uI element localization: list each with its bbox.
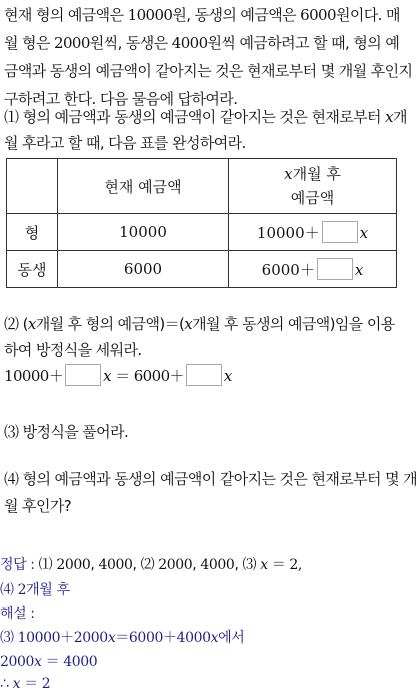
expression-text: 6000＋ — [261, 261, 315, 279]
answer-sep: , — [90, 557, 99, 573]
header-after-text: 예금액 — [290, 189, 335, 207]
explanation-text: ＝ 2 — [20, 676, 51, 692]
explanation-line-2 — [0, 650, 396, 674]
header-after-text: 개월 후 — [292, 165, 341, 183]
answer-part: ⑵ — [140, 557, 159, 573]
intro-line-4: 구하려고 한다. 다음 물음에 답하여라. — [4, 90, 238, 108]
answer-sep: , — [192, 557, 201, 573]
intro-text: 원씩, 동생은 — [89, 34, 172, 52]
intro-text: 원이다. 매 — [335, 6, 400, 24]
variable-x: x — [359, 224, 369, 242]
equation-text: 10000＋ — [4, 367, 64, 385]
explanation-text: 에서 — [218, 630, 245, 646]
q2-line-2: 하여 방정식을 세워라. — [4, 341, 142, 359]
variable-x: x — [354, 261, 364, 279]
expression-text: 10000＋ — [256, 224, 320, 242]
row-current-value: 6000 — [58, 251, 229, 288]
row-after-expression — [229, 214, 397, 251]
explanation-text: ⑶ 10000＋2000 — [0, 630, 108, 646]
intro-line-3: 금액과 동생의 예금액이 같아지는 것은 현재로부터 몇 개월 후인지 — [4, 62, 413, 80]
answer-blank[interactable] — [186, 364, 222, 386]
q1-line-2: 월 후라고 할 때, 다음 표를 완성하여라. — [4, 134, 246, 152]
answer-value: 4000 — [98, 557, 133, 573]
amount-value: 2000 — [54, 34, 90, 52]
variable-x: x — [103, 367, 111, 385]
answer-value: 개월 후 — [26, 582, 70, 598]
variable-x: x — [27, 315, 36, 333]
answer-line-1 — [0, 553, 396, 577]
variable-x: x — [260, 557, 268, 573]
answer-sep: , — [234, 557, 243, 573]
q2-line-1 — [4, 311, 396, 337]
answer-value: 2000 — [56, 557, 91, 573]
answer-value: 4000 — [200, 557, 235, 573]
answer-value: 2 — [17, 582, 27, 598]
table-row — [7, 214, 397, 251]
deposit-table — [6, 158, 397, 288]
answer-blank[interactable] — [322, 221, 358, 243]
q2-text: 개월 후 동생의 예금액)임을 이용 — [192, 315, 395, 333]
table-corner-cell — [7, 159, 58, 214]
amount-value: 4000 — [171, 34, 208, 52]
answer-part: ⑷ — [0, 582, 18, 598]
q4-line-2: 월 후인가? — [4, 497, 72, 515]
table-row — [7, 251, 397, 288]
q2-text: 개월 후 형의 예금액)＝( — [35, 315, 185, 333]
variable-x: x — [107, 630, 116, 646]
intro-line-1 — [4, 2, 400, 28]
variable-x: x — [284, 165, 293, 183]
explanation-line-1 — [0, 626, 396, 650]
header-after-months — [229, 159, 397, 214]
q2-equation — [4, 363, 396, 389]
answer-blank[interactable] — [317, 258, 353, 280]
q1-line-1 — [4, 104, 407, 130]
amount-value: 6000 — [300, 6, 336, 24]
answer-label: 정답 : — [0, 557, 39, 573]
amount-value: 10000 — [127, 6, 173, 24]
row-label: 형 — [7, 214, 58, 251]
answer-part: ⑶ — [242, 557, 261, 573]
answer-line-2 — [0, 578, 396, 602]
equation-text: ＝ 6000＋ — [111, 367, 184, 385]
variable-x: x — [210, 630, 219, 646]
explanation-line-3 — [0, 672, 396, 696]
row-label: 동생 — [7, 251, 58, 288]
explanation-label: 해설 : — [0, 606, 35, 622]
therefore-symbol: ∴ — [0, 676, 13, 692]
variable-x: x — [34, 654, 42, 670]
row-after-expression — [229, 251, 397, 288]
q4-line-1: ⑷ 형의 예금액과 동생의 예금액이 같아지는 것은 현재로부터 몇 개 — [4, 470, 417, 488]
intro-text: 월 형은 — [4, 34, 55, 52]
intro-line-2 — [4, 30, 400, 56]
explanation-text: 2000 — [0, 654, 35, 670]
variable-x: x — [12, 676, 21, 692]
q2-text: ⑵ ( — [4, 315, 28, 333]
explanation-text: ＝6000＋4000 — [115, 630, 211, 646]
q3-line: ⑶ 방정식을 풀어라. — [4, 423, 129, 441]
intro-text: 원씩 예금하려고 할 때, 형의 예 — [207, 34, 400, 52]
table-header-row — [7, 159, 397, 214]
q1-text: 개 — [392, 108, 407, 126]
q1-text: ⑴ 형의 예금액과 동생의 예금액이 같아지는 것은 현재로부터 — [4, 108, 386, 126]
answer-value: 2000 — [158, 557, 193, 573]
variable-x: x — [184, 315, 193, 333]
answer-part: ⑴ — [38, 557, 57, 573]
row-current-value: 10000 — [58, 214, 229, 251]
answer-blank[interactable] — [65, 364, 101, 386]
answer-value: ＝ 2, — [267, 557, 302, 573]
intro-text: 현재 형의 예금액은 — [4, 6, 128, 24]
explanation-text: ＝ 4000 — [41, 654, 98, 670]
intro-text: 원, 동생의 예금액은 — [172, 6, 301, 24]
variable-x: x — [385, 108, 393, 126]
variable-x: x — [223, 367, 232, 385]
answer-sep: , — [132, 557, 141, 573]
header-current-deposit: 현재 예금액 — [58, 159, 229, 214]
